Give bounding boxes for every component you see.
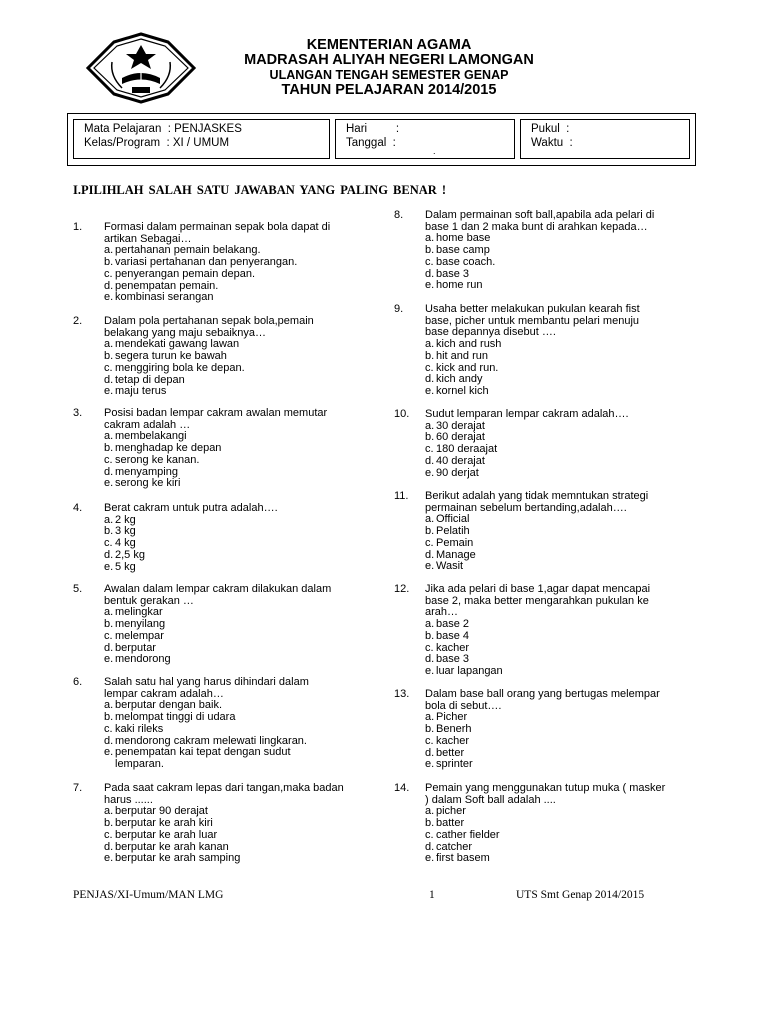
option-text: Picher	[436, 711, 468, 724]
option-text: Wasit	[436, 560, 464, 573]
question-7	[73, 783, 373, 865]
option-letter: e.	[104, 477, 114, 490]
option-text: base 3	[436, 267, 470, 280]
option-letter: d.	[425, 267, 435, 280]
option-text: 4 kg	[115, 537, 136, 550]
option-text: berputar	[115, 641, 156, 654]
day-date-cell	[335, 119, 515, 159]
option-letter: d.	[104, 641, 114, 654]
header-exam: ULANGAN TENGAH SEMESTER GENAP	[269, 68, 509, 82]
option-letter: a.	[425, 232, 435, 245]
option-letter: a.	[104, 513, 114, 526]
answer-option	[73, 386, 373, 398]
answer-option	[73, 478, 373, 490]
option-letter: a.	[104, 699, 114, 712]
question-number: 4.	[73, 502, 83, 514]
option-text: mendorong cakram melewati lingkaran.	[115, 734, 307, 747]
option-text: 40 derajat	[436, 454, 485, 467]
option-letter: b.	[425, 349, 435, 362]
question-number: 7.	[73, 782, 83, 794]
option-letter: a.	[425, 338, 435, 351]
option-letter: e.	[104, 852, 114, 865]
option-text: penyerangan pemain depan.	[115, 267, 256, 280]
option-letter: d.	[425, 840, 435, 853]
question-text: Usaha better melakukan pukulan kearah fist	[425, 303, 640, 315]
footer-exam: UTS Smt Genap 2014/2015	[516, 889, 645, 901]
option-text: Pemain	[436, 536, 474, 549]
question-12	[394, 584, 694, 678]
option-text: first basem	[436, 852, 490, 865]
option-letter: b.	[104, 525, 114, 538]
option-text: menggiring bola ke depan.	[115, 361, 245, 374]
option-letter: c.	[425, 255, 434, 268]
question-4	[73, 503, 373, 573]
header-ministry: KEMENTERIAN AGAMA	[306, 37, 472, 53]
option-letter: d.	[104, 279, 114, 292]
question-number: 13.	[394, 688, 410, 700]
question-text: Pada saat cakram lepas dari tangan,maka badan	[104, 782, 344, 794]
question-1	[73, 222, 373, 304]
question-5	[73, 584, 373, 666]
option-letter: a.	[425, 805, 435, 818]
option-text: 60 derajat	[436, 431, 485, 444]
answer-option	[73, 853, 373, 865]
page-number: 1	[429, 889, 435, 901]
option-letter: c.	[104, 361, 113, 374]
option-text: base camp	[436, 244, 490, 257]
time-duration-cell	[520, 119, 690, 159]
option-text: pertahanan pemain belakang.	[115, 244, 261, 257]
option-text: tetap di depan	[115, 373, 185, 386]
question-2	[73, 316, 373, 398]
question-text: Dalam pola pertahanan sepak bola,pemain	[104, 315, 314, 327]
option-letter: b.	[425, 525, 435, 538]
header-school: MADRASAH ALIYAH NEGERI LAMONGAN	[244, 52, 534, 68]
option-text: membelakangi	[115, 430, 187, 443]
option-letter: e.	[104, 653, 114, 666]
option-letter: d.	[425, 373, 435, 386]
answer-option	[394, 468, 694, 480]
option-letter: e.	[104, 560, 114, 573]
option-letter: d.	[425, 746, 435, 759]
option-text: hit and run	[436, 349, 488, 362]
option-letter: c.	[104, 267, 113, 280]
subject-class-cell	[73, 119, 330, 159]
subject-label: Mata Pelajaran : PENJASKES	[84, 123, 242, 135]
option-letter: a.	[104, 244, 114, 257]
question-14	[394, 783, 694, 865]
question-text: lempar cakram adalah…	[104, 687, 224, 700]
option-text: penempatan pemain.	[115, 279, 219, 292]
option-letter: d.	[104, 840, 114, 853]
question-text: cakram adalah …	[104, 418, 191, 431]
answer-option	[394, 280, 694, 292]
option-letter: c.	[104, 828, 113, 841]
option-letter: d.	[425, 653, 435, 666]
question-text: base 2, maka better mengarahkan pukulan ke	[425, 594, 649, 607]
option-letter: d.	[104, 373, 114, 386]
option-text: home run	[436, 279, 483, 292]
option-text: 5 kg	[115, 560, 136, 573]
question-text: ) dalam Soft ball adalah ....	[425, 793, 556, 806]
option-letter: b.	[104, 350, 114, 363]
option-text: 180 deraajat	[436, 443, 498, 456]
option-letter: c.	[425, 828, 434, 841]
option-text: berputar dengan baik.	[115, 699, 223, 712]
option-letter: b.	[425, 431, 435, 444]
question-text: bola di sebut….	[425, 699, 502, 712]
option-text: sprinter	[436, 758, 473, 771]
stray-dot: .	[433, 146, 436, 156]
answer-option	[394, 386, 694, 398]
option-letter: a.	[425, 513, 435, 526]
option-letter: c.	[104, 629, 113, 642]
option-letter: b.	[104, 442, 114, 455]
option-letter: e.	[425, 664, 435, 677]
option-text: kick and run.	[436, 361, 499, 374]
option-text: menyamping	[115, 465, 178, 478]
option-letter: e.	[425, 560, 435, 573]
option-letter: a.	[104, 430, 114, 443]
option-letter: b.	[425, 629, 435, 642]
option-letter: e.	[425, 384, 435, 397]
question-text: Berat cakram untuk putra adalah….	[104, 502, 278, 514]
option-letter: b.	[104, 817, 114, 830]
day-label: Hari :	[346, 123, 400, 135]
option-text: base 3	[436, 653, 470, 666]
option-letter: d.	[104, 734, 114, 747]
answer-option	[394, 666, 694, 678]
option-letter: d.	[104, 465, 114, 478]
footer-code: PENJAS/XI-Umum/MAN LMG	[73, 889, 224, 901]
option-letter: a.	[425, 618, 435, 631]
question-text: base 1 dan 2 maka bunt di arahkan kepada…	[425, 220, 648, 233]
answer-option	[73, 654, 373, 666]
answer-option	[73, 292, 373, 304]
option-letter: b.	[104, 256, 114, 269]
option-letter: b.	[425, 817, 435, 830]
question-number: 12.	[394, 583, 410, 595]
answer-option	[73, 562, 373, 574]
option-letter: c.	[104, 453, 113, 466]
option-text: 30 derajat	[436, 419, 485, 432]
duration-label: Waktu :	[531, 137, 573, 149]
option-letter: c.	[425, 641, 434, 654]
option-letter: a.	[104, 338, 114, 351]
answer-option	[394, 759, 694, 771]
option-letter: b.	[104, 711, 114, 724]
option-text: penempatan kai tepat dengan sudut	[115, 746, 291, 759]
answer-option	[73, 759, 373, 771]
option-letter: c.	[425, 734, 434, 747]
option-text: Manage	[436, 548, 476, 561]
option-text: kornel kich	[436, 384, 489, 397]
section-instruction: I.PILIHLAH SALAH SATU JAWABAN YANG PALING BENAR !	[73, 183, 447, 197]
option-letter: a.	[104, 606, 114, 619]
option-letter: e.	[425, 758, 435, 771]
question-text: permainan sebelum bertanding,adalah….	[425, 501, 627, 514]
option-text: lemparan.	[115, 757, 164, 770]
option-letter: a.	[104, 805, 114, 818]
option-letter: b.	[425, 244, 435, 257]
option-letter: e.	[104, 746, 114, 759]
option-text: kacher	[436, 734, 470, 747]
option-text: batter	[436, 817, 465, 830]
class-label: Kelas/Program : XI / UMUM	[84, 137, 230, 149]
option-text: berputar ke arah kanan	[115, 840, 229, 853]
option-text: base 4	[436, 629, 470, 642]
option-letter: b.	[425, 723, 435, 736]
option-text: 3 kg	[115, 525, 136, 538]
option-text: kombinasi serangan	[115, 291, 214, 304]
question-number: 2.	[73, 315, 83, 327]
question-number: 14.	[394, 782, 410, 794]
question-text: Dalam permainan soft ball,apabila ada pelari di	[425, 209, 655, 221]
option-text: maju terus	[115, 385, 167, 398]
option-text: kacher	[436, 641, 470, 654]
question-text: Formasi dalam permainan sepak bola dapat di	[104, 221, 331, 233]
question-number: 9.	[394, 303, 404, 315]
option-text: melingkar	[115, 606, 163, 619]
option-letter: e.	[104, 291, 114, 304]
question-text: Dalam base ball orang yang bertugas melempar	[425, 688, 660, 700]
answer-option	[394, 561, 694, 573]
question-13	[394, 689, 694, 771]
question-text: Pemain yang menggunakan tutup muka ( masker	[425, 782, 666, 794]
option-text: picher	[436, 805, 466, 818]
option-text: base coach.	[436, 255, 496, 268]
question-11	[394, 491, 694, 573]
time-label: Pukul :	[531, 123, 570, 135]
question-number: 3.	[73, 407, 83, 419]
question-number: 5.	[73, 583, 83, 595]
question-text: base depannya disebut ….	[425, 326, 556, 339]
option-letter: e.	[425, 852, 435, 865]
question-number: 10.	[394, 408, 410, 420]
question-text: arah…	[425, 606, 459, 619]
kementerian-agama-logo	[82, 32, 200, 104]
option-letter: c.	[425, 536, 434, 549]
option-letter: c.	[104, 722, 113, 735]
question-text: bentuk gerakan …	[104, 594, 194, 607]
option-text: mendekati gawang lawan	[115, 338, 240, 351]
option-text: berputar 90 derajat	[115, 805, 208, 818]
option-text: segera turun ke bawah	[115, 350, 227, 363]
question-text: belakang yang maju sebaiknya…	[104, 326, 267, 339]
question-10	[394, 409, 694, 479]
option-letter: d.	[425, 454, 435, 467]
option-letter: c.	[104, 537, 113, 550]
option-text: berputar ke arah samping	[115, 852, 241, 865]
question-text: Berikut adalah yang tidak memntukan strategi	[425, 490, 649, 502]
option-text: serong ke kiri	[115, 477, 181, 490]
option-letter: e.	[425, 466, 435, 479]
question-text: harus ......	[104, 793, 153, 806]
option-text: kich andy	[436, 373, 483, 386]
option-text: variasi pertahanan dan penyerangan.	[115, 256, 298, 269]
option-letter: e.	[104, 385, 114, 398]
date-label: Tanggal :	[346, 137, 396, 149]
option-text: kaki rileks	[115, 722, 164, 735]
option-text: 2,5 kg	[115, 548, 145, 561]
option-text: berputar ke arah luar	[115, 828, 218, 841]
option-text: melempar	[115, 629, 164, 642]
question-text: Posisi badan lempar cakram awalan memutar	[104, 407, 328, 419]
option-letter: b.	[104, 618, 114, 631]
option-letter: a.	[425, 711, 435, 724]
option-text: melompat tinggi di udara	[115, 711, 236, 724]
option-text: luar lapangan	[436, 664, 503, 677]
option-letter: d.	[104, 548, 114, 561]
option-text: cather fielder	[436, 828, 500, 841]
question-text: base, picher untuk membantu pelari menuju	[425, 314, 640, 327]
question-number: 11.	[394, 490, 409, 502]
option-text: Pelatih	[436, 525, 470, 538]
option-letter: d.	[425, 548, 435, 561]
question-8	[394, 210, 694, 292]
header-year: TAHUN PELAJARAN 2014/2015	[281, 82, 497, 98]
question-number: 8.	[394, 209, 404, 221]
question-text: Sudut lemparan lempar cakram adalah….	[425, 408, 629, 420]
question-text: Salah satu hal yang harus dihindari dalam	[104, 676, 309, 688]
option-text: Benerh	[436, 723, 472, 736]
option-text: base 2	[436, 618, 470, 631]
option-text: Official	[436, 513, 470, 526]
option-text: kich and rush	[436, 338, 502, 351]
option-text: home base	[436, 232, 491, 245]
answer-option	[394, 853, 694, 865]
option-text: menghadap ke depan	[115, 442, 222, 455]
question-number: 6.	[73, 676, 83, 688]
option-letter: c.	[425, 443, 434, 456]
question-text: Awalan dalam lempar cakram dilakukan dalam	[104, 583, 332, 595]
question-number: 1.	[73, 221, 83, 233]
question-9	[394, 304, 694, 398]
question-6	[73, 677, 373, 771]
exam-info-box	[67, 113, 696, 166]
option-text: serong ke kanan.	[115, 453, 200, 466]
option-letter: a.	[425, 419, 435, 432]
option-letter: e.	[425, 279, 435, 292]
question-3	[73, 408, 373, 490]
option-text: catcher	[436, 840, 473, 853]
option-text: better	[436, 746, 465, 759]
question-text: artikan Sebagai…	[104, 232, 192, 245]
option-text: berputar ke arah kiri	[115, 817, 213, 830]
option-text: 90 derjat	[436, 466, 479, 479]
option-text: mendorong	[115, 653, 171, 666]
option-text: 2 kg	[115, 513, 136, 526]
question-text: Jika ada pelari di base 1,agar dapat mencapai	[425, 583, 651, 595]
option-text: menyilang	[115, 618, 166, 631]
option-letter: c.	[425, 361, 434, 374]
